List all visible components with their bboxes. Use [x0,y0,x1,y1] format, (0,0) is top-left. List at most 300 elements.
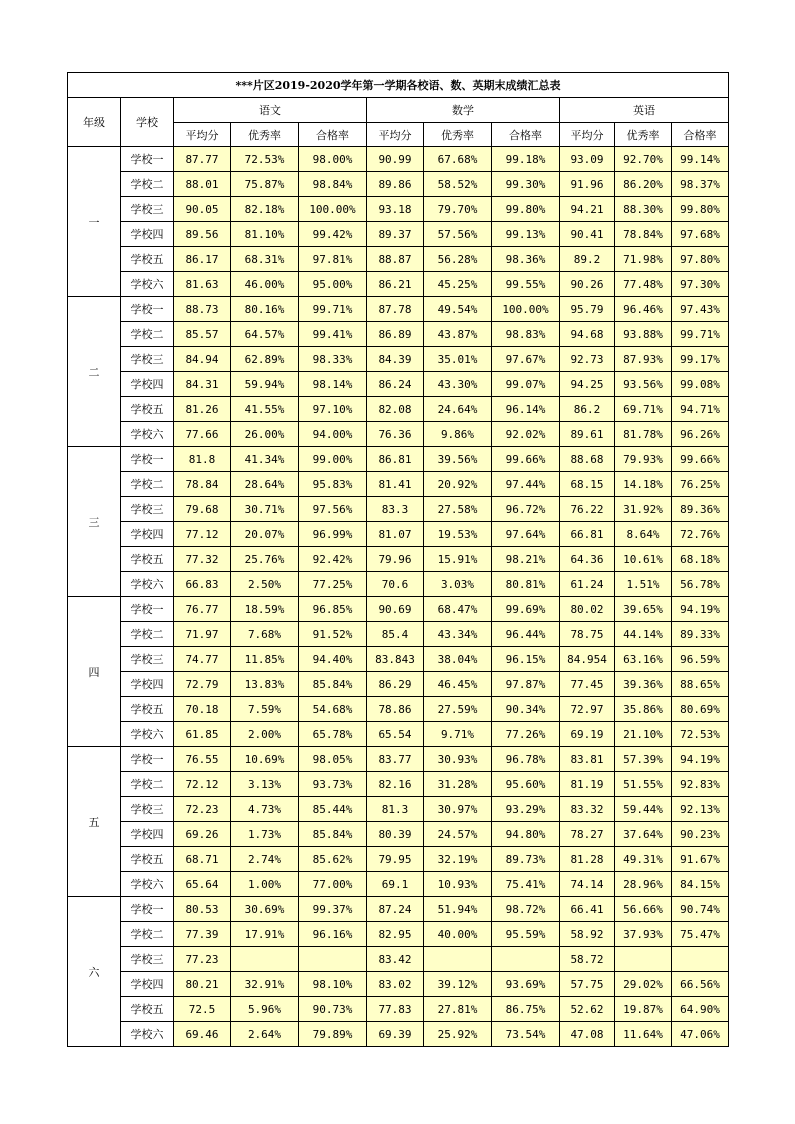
school-cell: 学校四 [121,522,174,547]
chinese-excellent-rate-cell: 59.94% [231,372,299,397]
english-average-cell: 57.75 [560,972,615,997]
english-pass-rate-cell: 97.43% [672,297,729,322]
math-pass-rate-cell: 93.69% [492,972,560,997]
english-excellent-rate-cell: 8.64% [615,522,672,547]
chinese-average-cell: 84.31 [174,372,231,397]
math-average-cell: 90.99 [367,147,424,172]
math-excellent-rate-cell: 45.25% [424,272,492,297]
english-average-cell: 91.96 [560,172,615,197]
math-average-cell: 83.42 [367,947,424,972]
math-excellent-rate-cell: 31.28% [424,772,492,797]
math-pass-rate-cell: 96.15% [492,647,560,672]
math-average-cell: 81.3 [367,797,424,822]
english-pass-rate-cell: 90.23% [672,822,729,847]
english-pass-rate-cell: 92.83% [672,772,729,797]
school-cell: 学校三 [121,497,174,522]
math-average-cell: 65.54 [367,722,424,747]
chinese-average-cell: 80.21 [174,972,231,997]
chinese-pass-rate-cell: 99.71% [299,297,367,322]
chinese-average-cell: 74.77 [174,647,231,672]
school-cell: 学校一 [121,297,174,322]
chinese-average-cell: 65.64 [174,872,231,897]
english-pass-rate-cell: 90.74% [672,897,729,922]
school-cell: 学校五 [121,547,174,572]
table-row [68,547,729,572]
math-pass-rate-cell: 94.80% [492,822,560,847]
math-pass-rate-cell: 97.87% [492,672,560,697]
chinese-excellent-rate-cell: 2.50% [231,572,299,597]
english-excellent-rate-cell: 81.78% [615,422,672,447]
english-average-cell: 94.68 [560,322,615,347]
english-pass-rate-cell: 64.90% [672,997,729,1022]
math-pass-rate-cell: 96.72% [492,497,560,522]
table-row [68,1022,729,1047]
metric-header-average: 平均分 [367,123,424,147]
math-average-cell: 70.6 [367,572,424,597]
chinese-average-cell: 77.66 [174,422,231,447]
math-excellent-rate-cell: 39.56% [424,447,492,472]
metric-header-average: 平均分 [174,123,231,147]
chinese-pass-rate-cell: 99.41% [299,322,367,347]
english-excellent-rate-cell: 59.44% [615,797,672,822]
math-excellent-rate-cell: 58.52% [424,172,492,197]
chinese-pass-rate-cell: 98.33% [299,347,367,372]
math-average-cell: 87.78 [367,297,424,322]
school-cell: 学校四 [121,822,174,847]
chinese-average-cell: 77.23 [174,947,231,972]
math-excellent-rate-cell: 43.30% [424,372,492,397]
chinese-pass-rate-cell: 98.84% [299,172,367,197]
school-cell: 学校一 [121,897,174,922]
chinese-average-cell: 77.12 [174,522,231,547]
table-row [68,797,729,822]
english-excellent-rate-cell: 93.88% [615,322,672,347]
school-cell: 学校六 [121,722,174,747]
school-cell: 学校三 [121,197,174,222]
math-pass-rate-cell: 86.75% [492,997,560,1022]
english-excellent-rate-cell: 49.31% [615,847,672,872]
chinese-average-cell: 81.8 [174,447,231,472]
english-pass-rate-cell: 99.80% [672,197,729,222]
table-title: ***片区2019-2020学年第一学期各校语、数、英期末成绩汇总表 [68,73,729,98]
math-pass-rate-cell: 93.29% [492,797,560,822]
english-average-cell: 47.08 [560,1022,615,1047]
math-excellent-rate-cell: 9.86% [424,422,492,447]
english-average-cell: 95.79 [560,297,615,322]
math-excellent-rate-cell: 49.54% [424,297,492,322]
chinese-pass-rate-cell: 85.44% [299,797,367,822]
math-excellent-rate-cell: 10.93% [424,872,492,897]
chinese-excellent-rate-cell: 13.83% [231,672,299,697]
school-cell: 学校二 [121,922,174,947]
english-excellent-rate-cell: 88.30% [615,197,672,222]
school-cell: 学校一 [121,147,174,172]
chinese-pass-rate-cell: 99.42% [299,222,367,247]
chinese-excellent-rate-cell: 10.69% [231,747,299,772]
chinese-pass-rate-cell: 100.00% [299,197,367,222]
math-pass-rate-cell: 92.02% [492,422,560,447]
chinese-pass-rate-cell: 98.00% [299,147,367,172]
english-excellent-rate-cell: 77.48% [615,272,672,297]
english-average-cell: 94.25 [560,372,615,397]
english-excellent-rate-cell: 96.46% [615,297,672,322]
math-excellent-rate-cell: 40.00% [424,922,492,947]
english-excellent-rate-cell [615,947,672,972]
school-cell: 学校二 [121,622,174,647]
chinese-excellent-rate-cell: 72.53% [231,147,299,172]
chinese-excellent-rate-cell: 75.87% [231,172,299,197]
chinese-pass-rate-cell: 99.00% [299,447,367,472]
math-pass-rate-cell: 98.21% [492,547,560,572]
english-average-cell: 88.68 [560,447,615,472]
metric-header-average: 平均分 [560,123,615,147]
math-average-cell: 83.843 [367,647,424,672]
chinese-pass-rate-cell: 77.25% [299,572,367,597]
english-pass-rate-cell: 56.78% [672,572,729,597]
math-excellent-rate-cell: 9.71% [424,722,492,747]
english-average-cell: 76.22 [560,497,615,522]
math-excellent-rate-cell: 20.92% [424,472,492,497]
chinese-average-cell: 72.12 [174,772,231,797]
english-excellent-rate-cell: 10.61% [615,547,672,572]
math-average-cell: 81.41 [367,472,424,497]
table-row [68,447,729,472]
table-row [68,847,729,872]
metric-header-pass-rate: 合格率 [492,123,560,147]
school-cell: 学校三 [121,647,174,672]
chinese-average-cell: 66.83 [174,572,231,597]
table-row [68,822,729,847]
table-row [68,222,729,247]
math-excellent-rate-cell: 46.45% [424,672,492,697]
chinese-excellent-rate-cell: 5.96% [231,997,299,1022]
table-row [68,672,729,697]
math-average-cell: 85.4 [367,622,424,647]
english-average-cell: 58.92 [560,922,615,947]
table-row [68,497,729,522]
math-pass-rate-cell: 97.64% [492,522,560,547]
chinese-average-cell: 80.53 [174,897,231,922]
chinese-excellent-rate-cell: 41.34% [231,447,299,472]
table-row [68,472,729,497]
math-excellent-rate-cell: 32.19% [424,847,492,872]
english-pass-rate-cell: 96.59% [672,647,729,672]
math-pass-rate-cell: 99.13% [492,222,560,247]
school-cell: 学校五 [121,247,174,272]
math-pass-rate-cell: 77.26% [492,722,560,747]
math-excellent-rate-cell: 27.81% [424,997,492,1022]
chinese-pass-rate-cell: 77.00% [299,872,367,897]
math-excellent-rate-cell: 38.04% [424,647,492,672]
chinese-pass-rate-cell: 92.42% [299,547,367,572]
chinese-excellent-rate-cell: 18.59% [231,597,299,622]
english-excellent-rate-cell: 57.39% [615,747,672,772]
math-excellent-rate-cell: 56.28% [424,247,492,272]
chinese-average-cell: 76.55 [174,747,231,772]
chinese-pass-rate-cell: 85.62% [299,847,367,872]
math-average-cell: 90.69 [367,597,424,622]
grade-cell: 五 [68,747,121,897]
table-row [68,297,729,322]
math-pass-rate-cell: 90.34% [492,697,560,722]
math-average-cell: 69.39 [367,1022,424,1047]
english-average-cell: 83.32 [560,797,615,822]
math-average-cell: 83.02 [367,972,424,997]
chinese-average-cell: 88.01 [174,172,231,197]
math-excellent-rate-cell: 27.59% [424,697,492,722]
english-pass-rate-cell: 94.71% [672,397,729,422]
chinese-excellent-rate-cell: 30.69% [231,897,299,922]
english-excellent-rate-cell: 93.56% [615,372,672,397]
table-row [68,722,729,747]
english-pass-rate-cell: 97.68% [672,222,729,247]
chinese-average-cell: 86.17 [174,247,231,272]
grade-cell: 六 [68,897,121,1047]
math-pass-rate-cell: 99.66% [492,447,560,472]
english-pass-rate-cell: 68.18% [672,547,729,572]
chinese-pass-rate-cell: 93.73% [299,772,367,797]
english-average-cell: 52.62 [560,997,615,1022]
english-pass-rate-cell: 99.71% [672,322,729,347]
school-cell: 学校一 [121,447,174,472]
english-average-cell: 64.36 [560,547,615,572]
chinese-excellent-rate-cell: 2.64% [231,1022,299,1047]
math-pass-rate-cell: 98.83% [492,322,560,347]
english-pass-rate-cell: 72.76% [672,522,729,547]
chinese-excellent-rate-cell: 20.07% [231,522,299,547]
math-average-cell: 87.24 [367,897,424,922]
chinese-average-cell: 85.57 [174,322,231,347]
english-average-cell: 72.97 [560,697,615,722]
english-average-cell: 86.2 [560,397,615,422]
math-average-cell: 82.95 [367,922,424,947]
math-average-cell: 86.21 [367,272,424,297]
chinese-excellent-rate-cell: 11.85% [231,647,299,672]
chinese-pass-rate-cell: 96.16% [299,922,367,947]
math-excellent-rate-cell: 35.01% [424,347,492,372]
english-average-cell: 66.81 [560,522,615,547]
table-row [68,372,729,397]
math-excellent-rate-cell: 25.92% [424,1022,492,1047]
math-average-cell: 78.86 [367,697,424,722]
school-cell: 学校六 [121,1022,174,1047]
english-pass-rate-cell: 94.19% [672,597,729,622]
grade-cell: 一 [68,147,121,297]
school-header: 学校 [121,98,174,147]
english-average-cell: 83.81 [560,747,615,772]
chinese-average-cell: 71.97 [174,622,231,647]
english-excellent-rate-cell: 37.93% [615,922,672,947]
metric-header-excellent-rate: 优秀率 [424,123,492,147]
english-excellent-rate-cell: 19.87% [615,997,672,1022]
table-row [68,897,729,922]
math-excellent-rate-cell: 24.64% [424,397,492,422]
table-body [68,147,729,1047]
english-pass-rate-cell: 91.67% [672,847,729,872]
english-excellent-rate-cell: 63.16% [615,647,672,672]
english-excellent-rate-cell: 39.36% [615,672,672,697]
table-row [68,272,729,297]
chinese-average-cell: 88.73 [174,297,231,322]
math-average-cell: 76.36 [367,422,424,447]
math-average-cell: 83.3 [367,497,424,522]
english-pass-rate-cell: 99.17% [672,347,729,372]
math-excellent-rate-cell: 39.12% [424,972,492,997]
english-excellent-rate-cell: 11.64% [615,1022,672,1047]
math-pass-rate-cell: 96.44% [492,622,560,647]
math-pass-rate-cell: 99.30% [492,172,560,197]
chinese-excellent-rate-cell: 41.55% [231,397,299,422]
chinese-pass-rate-cell: 98.14% [299,372,367,397]
english-excellent-rate-cell: 56.66% [615,897,672,922]
math-excellent-rate-cell: 79.70% [424,197,492,222]
math-average-cell: 79.96 [367,547,424,572]
school-cell: 学校四 [121,972,174,997]
chinese-pass-rate-cell: 54.68% [299,697,367,722]
chinese-average-cell: 72.23 [174,797,231,822]
english-average-cell: 89.2 [560,247,615,272]
chinese-pass-rate-cell: 65.78% [299,722,367,747]
chinese-excellent-rate-cell: 7.68% [231,622,299,647]
chinese-average-cell: 72.5 [174,997,231,1022]
chinese-average-cell: 77.32 [174,547,231,572]
chinese-average-cell: 77.39 [174,922,231,947]
math-excellent-rate-cell [424,947,492,972]
table-row [68,997,729,1022]
chinese-pass-rate-cell: 97.56% [299,497,367,522]
school-cell: 学校三 [121,347,174,372]
english-excellent-rate-cell: 28.96% [615,872,672,897]
math-pass-rate-cell: 73.54% [492,1022,560,1047]
math-pass-rate-cell: 96.14% [492,397,560,422]
math-excellent-rate-cell: 24.57% [424,822,492,847]
school-cell: 学校一 [121,597,174,622]
english-average-cell: 90.41 [560,222,615,247]
chinese-pass-rate-cell: 96.99% [299,522,367,547]
english-excellent-rate-cell: 1.51% [615,572,672,597]
chinese-average-cell: 81.63 [174,272,231,297]
school-cell: 学校五 [121,397,174,422]
chinese-average-cell: 78.84 [174,472,231,497]
english-average-cell: 78.75 [560,622,615,647]
chinese-pass-rate-cell: 85.84% [299,822,367,847]
school-cell: 学校四 [121,672,174,697]
chinese-excellent-rate-cell: 2.00% [231,722,299,747]
table-row [68,772,729,797]
english-average-cell: 78.27 [560,822,615,847]
table-row [68,397,729,422]
math-average-cell: 86.81 [367,447,424,472]
math-average-cell: 86.89 [367,322,424,347]
table-row [68,522,729,547]
chinese-excellent-rate-cell: 30.71% [231,497,299,522]
school-cell: 学校三 [121,947,174,972]
chinese-average-cell: 76.77 [174,597,231,622]
english-excellent-rate-cell: 51.55% [615,772,672,797]
english-pass-rate-cell: 72.53% [672,722,729,747]
chinese-average-cell: 69.46 [174,1022,231,1047]
chinese-pass-rate-cell: 99.37% [299,897,367,922]
chinese-excellent-rate-cell: 46.00% [231,272,299,297]
chinese-average-cell: 84.94 [174,347,231,372]
math-average-cell: 81.07 [367,522,424,547]
table-row [68,872,729,897]
english-average-cell: 81.28 [560,847,615,872]
chinese-pass-rate-cell: 96.85% [299,597,367,622]
subject-header-math: 数学 [367,98,560,123]
english-average-cell: 90.26 [560,272,615,297]
english-average-cell: 94.21 [560,197,615,222]
math-pass-rate-cell: 97.44% [492,472,560,497]
chinese-pass-rate-cell: 95.00% [299,272,367,297]
table-row [68,572,729,597]
chinese-average-cell: 89.56 [174,222,231,247]
english-average-cell: 61.24 [560,572,615,597]
chinese-excellent-rate-cell: 28.64% [231,472,299,497]
math-pass-rate-cell: 75.41% [492,872,560,897]
english-pass-rate-cell: 97.30% [672,272,729,297]
math-average-cell: 69.1 [367,872,424,897]
math-average-cell: 86.29 [367,672,424,697]
math-excellent-rate-cell: 30.97% [424,797,492,822]
school-cell: 学校六 [121,422,174,447]
school-cell: 学校四 [121,372,174,397]
english-pass-rate-cell: 92.13% [672,797,729,822]
math-pass-rate-cell: 99.69% [492,597,560,622]
english-average-cell: 68.15 [560,472,615,497]
school-cell: 学校一 [121,747,174,772]
school-cell: 学校二 [121,172,174,197]
school-cell: 学校二 [121,472,174,497]
english-average-cell: 80.02 [560,597,615,622]
math-excellent-rate-cell: 30.93% [424,747,492,772]
math-pass-rate-cell: 100.00% [492,297,560,322]
english-pass-rate-cell: 89.33% [672,622,729,647]
school-cell: 学校二 [121,772,174,797]
math-pass-rate-cell: 99.07% [492,372,560,397]
table-row [68,597,729,622]
chinese-excellent-rate-cell: 62.89% [231,347,299,372]
english-average-cell: 89.61 [560,422,615,447]
math-pass-rate-cell: 89.73% [492,847,560,872]
math-pass-rate-cell: 95.59% [492,922,560,947]
english-excellent-rate-cell: 86.20% [615,172,672,197]
math-excellent-rate-cell: 43.87% [424,322,492,347]
chinese-excellent-rate-cell: 2.74% [231,847,299,872]
chinese-average-cell: 68.71 [174,847,231,872]
chinese-pass-rate-cell: 97.81% [299,247,367,272]
english-pass-rate-cell: 47.06% [672,1022,729,1047]
math-excellent-rate-cell: 68.47% [424,597,492,622]
table-row [68,747,729,772]
english-excellent-rate-cell: 79.93% [615,447,672,472]
english-excellent-rate-cell: 87.93% [615,347,672,372]
chinese-pass-rate-cell: 95.83% [299,472,367,497]
english-excellent-rate-cell: 44.14% [615,622,672,647]
english-average-cell: 69.19 [560,722,615,747]
english-excellent-rate-cell: 78.84% [615,222,672,247]
english-pass-rate-cell: 75.47% [672,922,729,947]
chinese-excellent-rate-cell: 81.10% [231,222,299,247]
english-average-cell: 93.09 [560,147,615,172]
school-cell: 学校六 [121,872,174,897]
table-row [68,197,729,222]
chinese-pass-rate-cell: 94.00% [299,422,367,447]
chinese-excellent-rate-cell: 80.16% [231,297,299,322]
table-row [68,147,729,172]
chinese-average-cell: 61.85 [174,722,231,747]
math-excellent-rate-cell: 57.56% [424,222,492,247]
